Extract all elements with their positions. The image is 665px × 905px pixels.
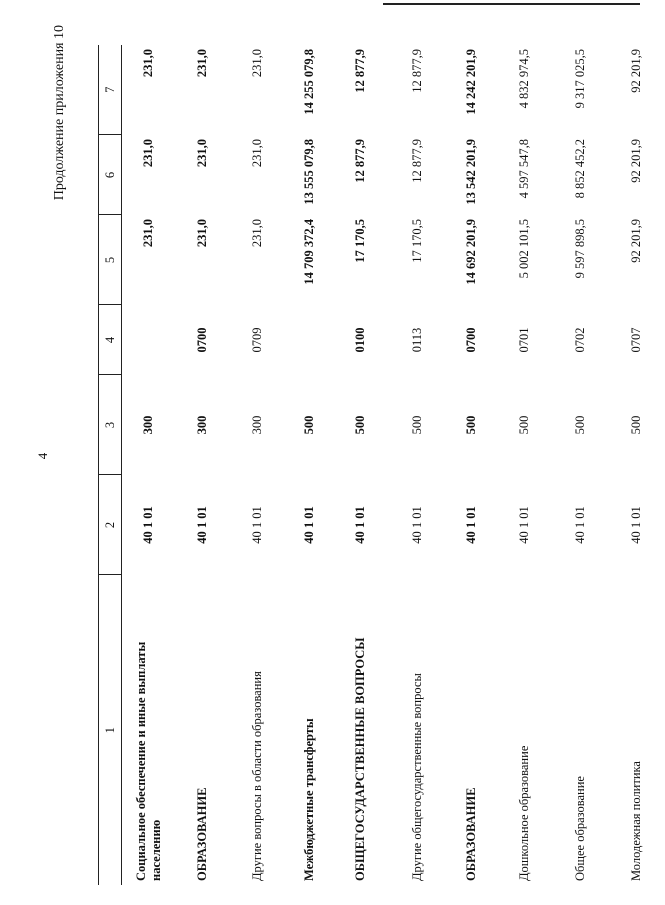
amount-year-3: 9 317 025,5	[573, 49, 587, 109]
expense-type: 500	[410, 415, 424, 435]
rotated-page-content	[52, 25, 643, 885]
target-code: 40 1 01	[302, 506, 316, 544]
table-row	[334, 45, 388, 885]
target-code: 40 1 01	[628, 506, 643, 544]
section-code: 0100	[353, 327, 367, 353]
table-row	[448, 45, 496, 885]
amount-year-2: 12 877,9	[410, 139, 424, 183]
target-code: 40 1 01	[250, 506, 264, 544]
section-code: 0709	[250, 327, 264, 353]
amount-year-2: 231,0	[195, 139, 209, 168]
table-row	[230, 45, 286, 885]
expense-type: 500	[573, 415, 587, 435]
target-code: 40 1 01	[141, 506, 156, 544]
amount-year-1: 231,0	[195, 219, 209, 248]
row-name: Межбюджетные трансферты	[302, 718, 317, 881]
table-row	[496, 45, 554, 885]
row-name: Другие общегосударственные вопросы	[410, 673, 425, 881]
expense-type: 300	[250, 415, 264, 435]
target-code: 40 1 01	[464, 506, 478, 544]
page-number: 4	[35, 452, 50, 460]
row-name: ОБЩЕГОСУДАРСТВЕННЫЕ ВОПРОСЫ	[353, 637, 368, 881]
amount-year-1: 231,0	[250, 219, 264, 248]
amount-year-3: 231,0	[250, 49, 264, 78]
column-header: 5	[99, 215, 122, 305]
amount-year-3: 12 877,9	[410, 49, 424, 93]
table-row	[286, 45, 334, 885]
column-header: 3	[99, 375, 122, 475]
amount-year-1: 14 692 201,9	[464, 219, 478, 285]
section-code: 0701	[517, 327, 531, 353]
row-name: Другие вопросы в области образования	[250, 671, 265, 881]
target-code: 40 1 01	[517, 506, 531, 544]
table-row	[608, 45, 665, 885]
column-header: 7	[99, 45, 122, 135]
row-name: ОБРАЗОВАНИЕ	[464, 787, 479, 881]
section-code: 0113	[410, 327, 424, 353]
section-code: 0707	[628, 327, 643, 353]
target-code: 40 1 01	[410, 506, 424, 544]
table-row	[176, 45, 230, 885]
column-header: 6	[99, 135, 122, 215]
table-row	[554, 45, 608, 885]
target-code: 40 1 01	[353, 506, 367, 544]
amount-year-1: 9 597 898,5	[573, 219, 587, 279]
section-code: 0700	[464, 327, 478, 353]
amount-year-3: 12 877,9	[353, 49, 367, 93]
expense-type: 500	[353, 415, 367, 435]
amount-year-2: 4 597 547,8	[517, 139, 531, 199]
row-name: Дошкольное образование	[517, 745, 532, 881]
section-code: 0702	[573, 327, 587, 353]
amount-year-2: 231,0	[250, 139, 264, 168]
row-name: ОБРАЗОВАНИЕ	[195, 787, 210, 881]
budget-table	[98, 45, 665, 885]
amount-year-2: 13 542 201,9	[464, 139, 478, 205]
amount-year-3: 92 201,9	[628, 49, 643, 93]
amount-year-2: 231,0	[141, 139, 156, 168]
amount-year-3: 14 242 201,9	[464, 49, 478, 115]
amount-year-3: 14 255 079,8	[302, 49, 316, 115]
section-code	[122, 305, 176, 375]
amount-year-3: 4 832 974,5	[517, 49, 531, 109]
amount-year-2: 92 201,9	[628, 139, 643, 183]
table-row	[122, 45, 176, 885]
amount-year-2: 13 555 079,8	[302, 139, 316, 205]
table-header-row	[99, 45, 122, 885]
amount-year-1: 231,0	[141, 219, 156, 248]
row-name: Социальное обеспечение и иные выплаты населению	[134, 641, 163, 881]
column-header: 1	[99, 575, 122, 885]
top-rule	[383, 3, 640, 5]
amount-year-2: 8 852 452,2	[573, 139, 587, 199]
section-code: 0700	[195, 327, 209, 353]
section-code	[286, 305, 334, 375]
target-code: 40 1 01	[195, 506, 209, 544]
amount-year-3: 231,0	[141, 49, 156, 78]
target-code: 40 1 01	[573, 506, 587, 544]
expense-type: 500	[628, 415, 643, 435]
amount-year-1: 92 201,9	[628, 219, 643, 263]
table-row	[388, 45, 448, 885]
expense-type: 300	[141, 415, 156, 435]
appendix-heading: Продолжение приложения 10	[52, 25, 67, 201]
expense-type: 500	[464, 415, 478, 435]
column-header: 4	[99, 305, 122, 375]
expense-type: 500	[302, 415, 316, 435]
row-name: Общее образование	[573, 776, 588, 881]
amount-year-1: 17 170,5	[410, 219, 424, 263]
amount-year-1: 17 170,5	[353, 219, 367, 263]
expense-type: 300	[195, 415, 209, 435]
row-name: Молодежная политика	[628, 761, 643, 881]
amount-year-3: 231,0	[195, 49, 209, 78]
amount-year-1: 5 002 101,5	[517, 219, 531, 279]
amount-year-2: 12 877,9	[353, 139, 367, 183]
column-header: 2	[99, 475, 122, 575]
expense-type: 500	[517, 415, 531, 435]
amount-year-1: 14 709 372,4	[302, 219, 316, 285]
